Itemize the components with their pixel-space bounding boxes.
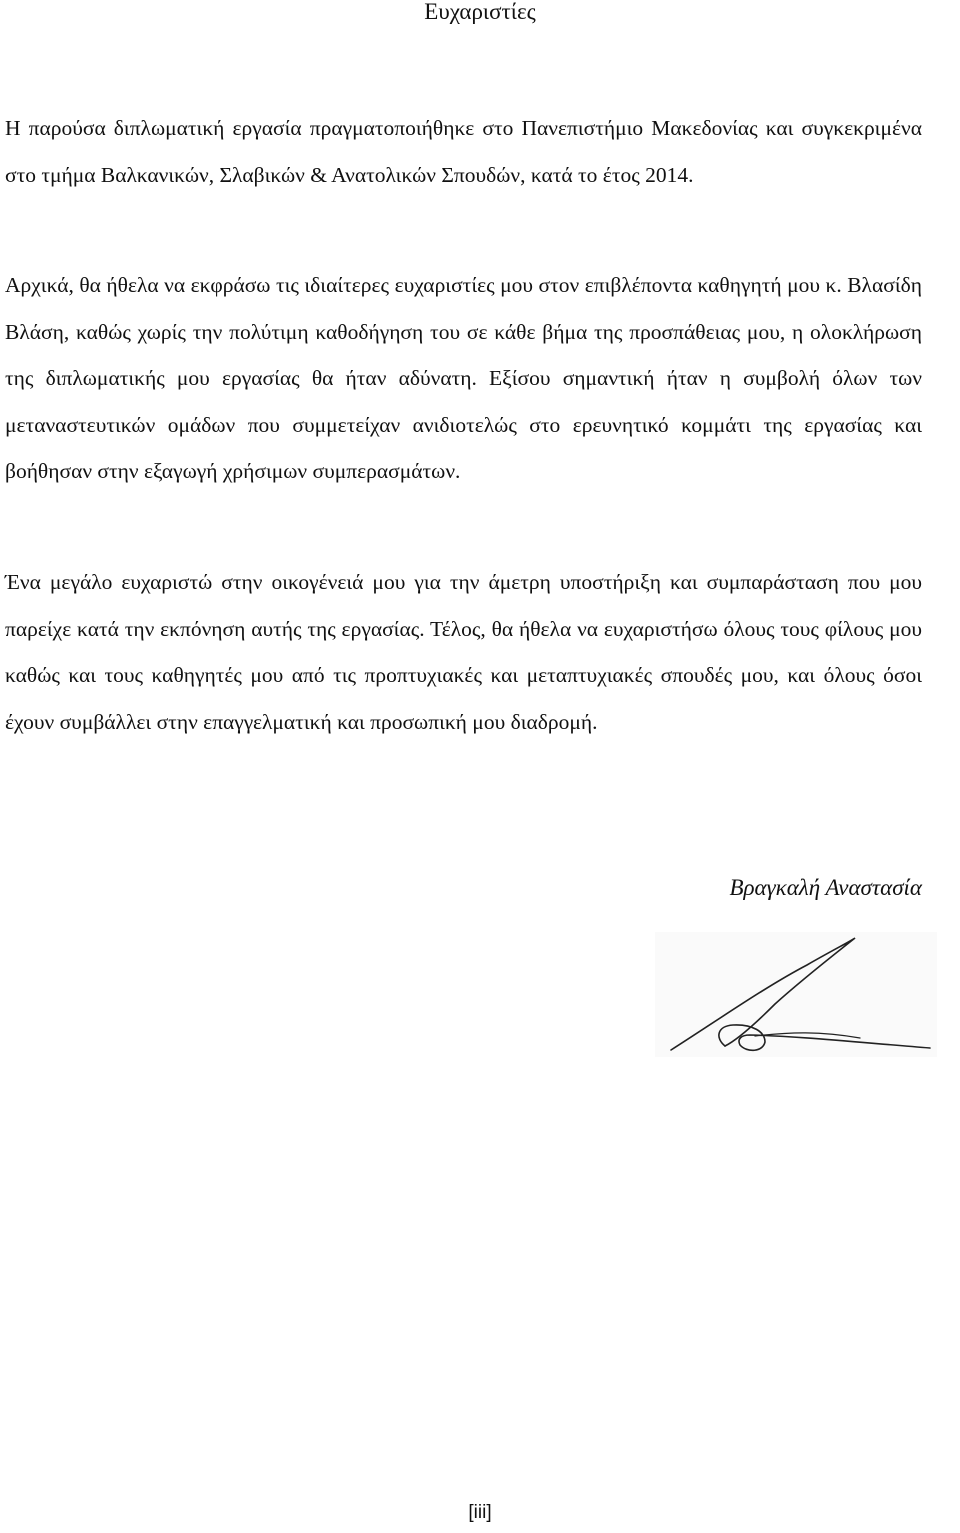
page-title: Ευχαριστίες	[424, 0, 536, 24]
handwritten-signature	[655, 932, 937, 1057]
signature-name: Βραγκαλή Αναστασία	[729, 875, 922, 900]
page-number: [iii]	[468, 1502, 492, 1523]
paragraph-supervisor: Αρχικά, θα ήθελα να εκφράσω τις ιδιαίτερες ευχαριστίες μου στον επιβλέποντα καθηγητή μου κ. Βλασίδη Βλάση, καθώς χωρίς την πολύτιμη καθοδήγηση του σε κάθε βήμα της προσπάθειας μου, η ολοκλήρωση της διπλωματικής μου εργασίας θα ήταν αδύνατη. Εξίσου σημαντική ήταν η συμβολή όλων των μεταναστευτικών ομάδων που συμμετείχαν ανιδιοτελώς στο ερευνητικό κομμάτι της εργασίας και βοήθησαν στην εξαγωγή χρήσιμων συμπερασμάτων.	[5, 273, 922, 483]
paragraph-intro: Η παρούσα διπλωματική εργασία πραγματοποιήθηκε στο Πανεπιστήμιο Μακεδονίας και συγκεκριμένα στο τμήμα Βαλκανικών, Σλαβικών & Ανατολικών Σπουδών, κατά το έτος 2014.	[5, 116, 922, 187]
paragraph-family: Ένα μεγάλο ευχαριστώ στην οικογένειά μου για την άμετρη υποστήριξη και συμπαράσταση που μου παρείχε κατά την εκπόνηση αυτής της εργασίας. Τέλος, θα ήθελα να ευχαριστήσω όλους τους φίλους μου καθώς και τους καθηγητές μου από τις προπτυχιακές και μεταπτυχιακές σπουδές μου, και όλους όσοι έχουν συμβάλλει στην επαγγελματική και προσωπική μου διαδρομή.	[5, 570, 922, 734]
